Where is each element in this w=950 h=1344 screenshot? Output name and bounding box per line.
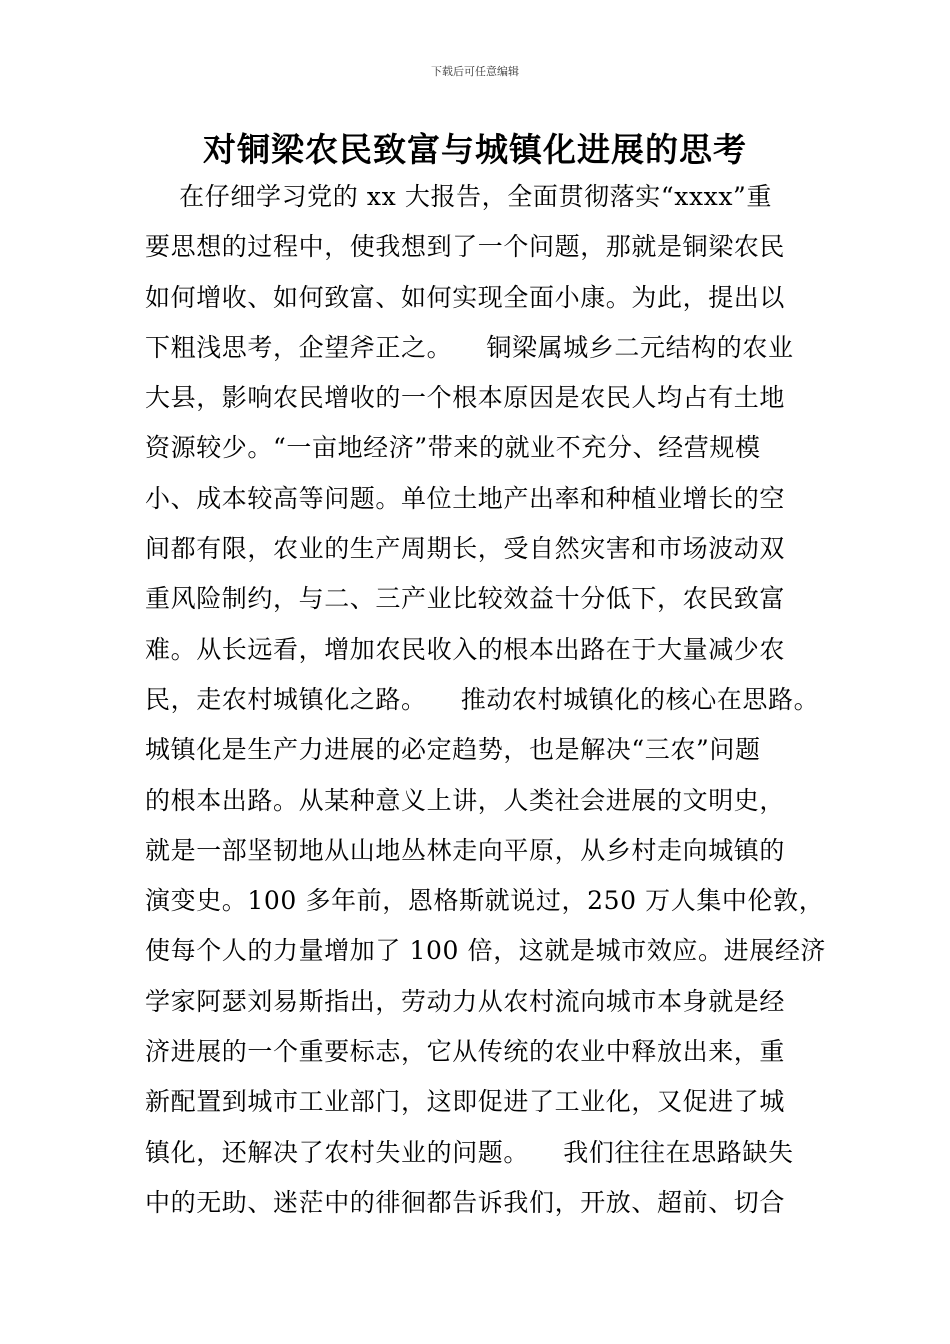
body-line: 学家阿瑟刘易斯指出，劳动力从农村流向城市本身就是经 <box>145 986 786 1016</box>
body-line: 民，走农村城镇化之路。 推动农村城镇化的核心在思路。 <box>145 684 820 714</box>
body-line: 重风险制约，与二、三产业比较效益十分低下，农民致富 <box>145 584 786 614</box>
body-line: 新配置到城市工业部门，这即促进了工业化，又促进了城 <box>145 1087 786 1117</box>
body-line: 在仔细学习党的 xx 大报告，全面贯彻落实“xxxx”重 <box>145 182 773 211</box>
body-line: 就是一部坚韧地从山地丛林走向平原，从乡村走向城镇的 <box>145 835 786 865</box>
body-line: 演变史。100 多年前，恩格斯就说过，250 万人集中伦敦， <box>145 886 825 916</box>
body-line: 难。从长远看，增加农民收入的根本出路在于大量减少农 <box>145 634 786 664</box>
body-line: 济进展的一个重要标志，它从传统的农业中释放出来，重 <box>145 1037 786 1067</box>
body-line: 如何增收、如何致富、如何实现全面小康。为此，提出以 <box>145 282 786 312</box>
body-line: 资源较少。“一亩地经济”带来的就业不充分、经营规模 <box>145 433 761 463</box>
body-line: 小、成本较高等问题。单位土地产出率和种植业增长的空 <box>145 483 786 513</box>
body-line: 下粗浅思考，企望斧正之。 铜梁属城乡二元结构的农业 <box>145 332 794 362</box>
body-line: 间都有限，农业的生产周期长，受自然灾害和市场波动双 <box>145 534 786 564</box>
body-line: 中的无助、迷茫中的徘徊都告诉我们，开放、超前、切合 <box>145 1187 786 1217</box>
body-line: 镇化，还解决了农村失业的问题。 我们往往在思路缺失 <box>145 1137 794 1167</box>
body-line: 大县，影响农民增收的一个根本原因是农民人均占有土地 <box>145 383 786 413</box>
body-line: 使每个人的力量增加了 100 倍，这就是城市效应。进展经济 <box>145 936 827 966</box>
document-body <box>145 172 825 1228</box>
body-line: 要思想的过程中，使我想到了一个问题，那就是铜梁农民 <box>145 232 786 262</box>
body-line: 的根本出路。从某种意义上讲，人类社会进展的文明史， <box>145 785 786 815</box>
body-line: 城镇化是生产力进展的必定趋势，也是解决“三农”问题 <box>145 735 761 765</box>
document-title: 对铜梁农民致富与城镇化进展的思考 <box>203 130 747 169</box>
page-header-note: 下载后可任意编辑 <box>431 65 519 78</box>
